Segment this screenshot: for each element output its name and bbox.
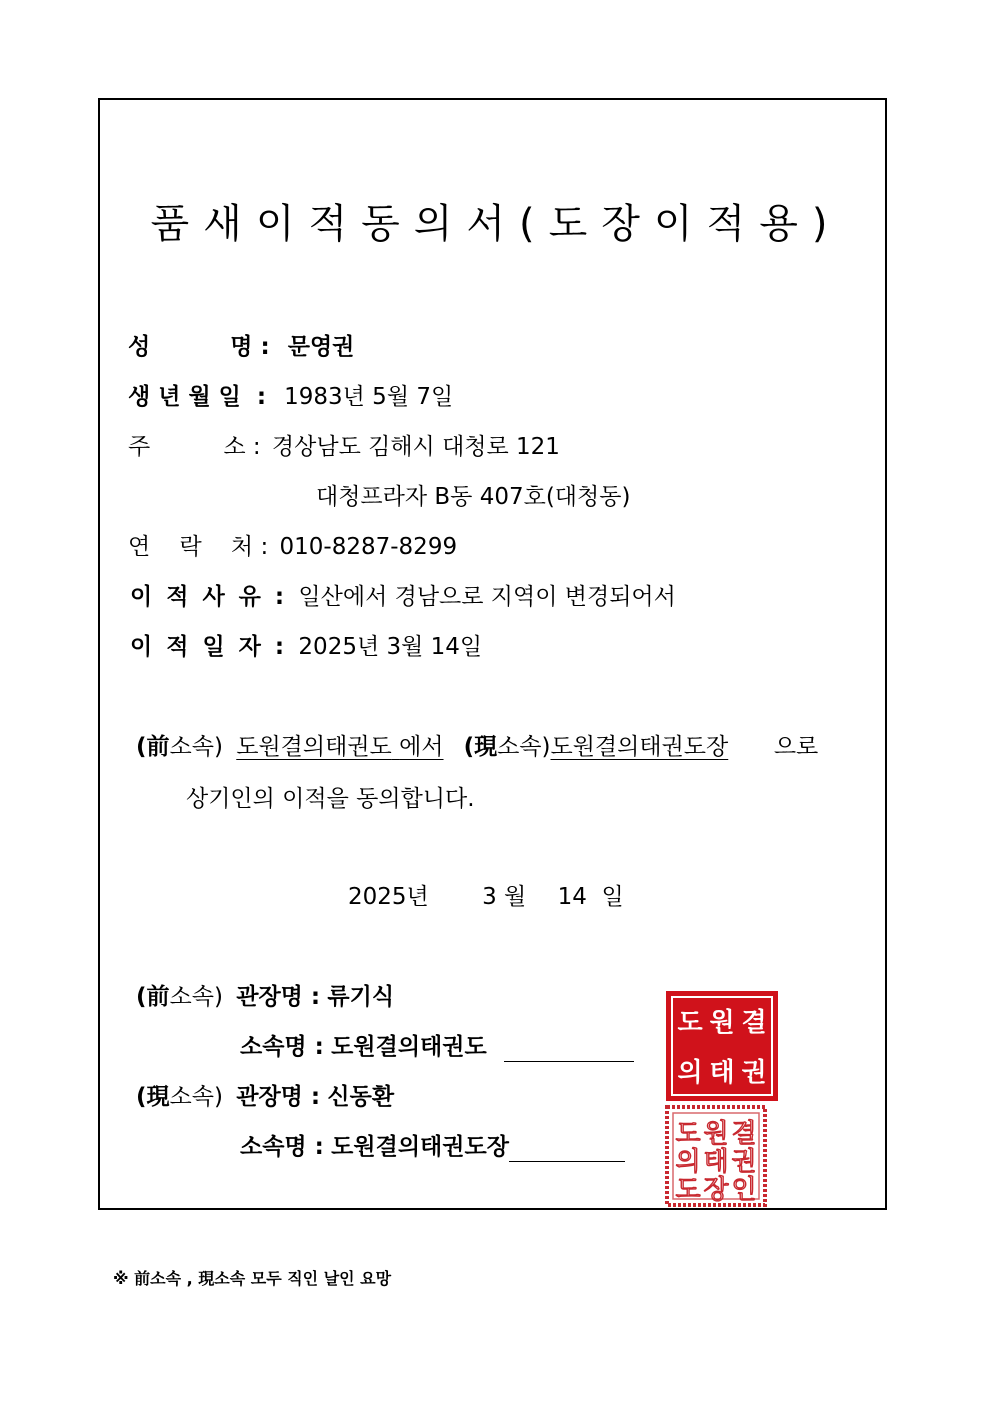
curr-director-name: 신동환 — [327, 1084, 395, 1110]
prev-org-row — [240, 1032, 634, 1062]
svg-text:결: 결 — [741, 1008, 767, 1038]
birth-label: 생 년 월 일 : — [128, 384, 267, 410]
prev-section-hanja: 前 — [146, 984, 170, 1010]
curr-tag: 소속) — [497, 734, 551, 760]
svg-text:권: 권 — [741, 1058, 767, 1088]
curr-org-name: 도원결의태권도장 — [331, 1134, 509, 1160]
prev-hanja: 前 — [146, 734, 170, 760]
consent-line: (前소속) 도원결의태권도 에서 (現소속)도원결의태권도장 으로 — [136, 734, 819, 760]
date-row — [130, 632, 482, 662]
svg-text:의: 의 — [677, 1058, 703, 1088]
prev-org-label: 소속명 : — [240, 1034, 324, 1060]
prev-director-row: (前소속) 관장명 : 류기식 — [136, 984, 395, 1010]
sign-date — [348, 882, 624, 912]
contact-value: 010-8287-8299 — [279, 534, 458, 560]
consent-line2: 상기인의 이적을 동의합니다. — [186, 786, 475, 812]
contact-row — [128, 532, 457, 562]
footnote: ※ 前소속 , 現소속 모두 직인 날인 요망 — [113, 1269, 392, 1288]
curr-org: 도원결의태권도장 — [550, 734, 729, 760]
birth-value: 1983년 5월 7일 — [284, 384, 454, 410]
name-value: 문영권 — [287, 334, 355, 360]
to-word: 으로 — [773, 734, 819, 760]
prev-org-name: 도원결의태권도 — [331, 1034, 487, 1060]
reason-value: 일산에서 경남으로 지역이 변경되어서 — [298, 584, 676, 610]
date-label: 이 적 일 자 : — [130, 634, 288, 660]
prev-section-tag: 소속) — [169, 984, 223, 1010]
address-line1: 경상남도 김해시 대청로 121 — [271, 434, 560, 460]
curr-org-row — [240, 1132, 625, 1162]
reason-label: 이 적 사 유 : — [130, 584, 288, 610]
sign-month: 3 월 — [482, 884, 527, 910]
curr-hanja: 現 — [474, 734, 498, 760]
svg-text:원: 원 — [703, 1119, 729, 1149]
svg-text:권: 권 — [731, 1147, 757, 1177]
svg-text:장: 장 — [703, 1175, 729, 1205]
prev-tag: 소속) — [169, 734, 223, 760]
name-label: 성 명 : — [128, 334, 270, 360]
sign-day: 14 일 — [557, 884, 624, 910]
svg-text:원: 원 — [709, 1008, 735, 1038]
svg-text:도: 도 — [677, 1008, 703, 1038]
svg-text:의: 의 — [675, 1147, 701, 1177]
sign-year: 2025년 — [348, 884, 429, 910]
prev-org: 도원결의태권도 에서 — [236, 734, 444, 760]
name-row — [128, 332, 354, 362]
curr-signature-line — [509, 1137, 625, 1162]
prev-signature-line — [504, 1037, 634, 1062]
prev-director-name: 류기식 — [327, 984, 395, 1010]
svg-text:도: 도 — [675, 1119, 701, 1149]
curr-seal-stamp — [664, 1104, 768, 1208]
svg-text:인: 인 — [731, 1175, 757, 1205]
svg-text:결: 결 — [731, 1119, 757, 1149]
prev-seal-stamp — [666, 991, 778, 1101]
date-value: 2025년 3월 14일 — [298, 634, 483, 660]
curr-section-tag: 소속) — [169, 1084, 223, 1110]
svg-text:태: 태 — [703, 1147, 729, 1177]
svg-text:도: 도 — [675, 1175, 701, 1205]
address-line2: 대청프라자 B동 407호(대청동) — [316, 484, 631, 510]
birth-row — [128, 382, 453, 412]
curr-director-label: 관장명 : — [236, 1084, 321, 1110]
curr-director-row: (現소속) 관장명 : 신동환 — [136, 1084, 395, 1110]
address-label: 주 소 : — [128, 434, 261, 460]
curr-section-hanja: 現 — [146, 1084, 170, 1110]
prev-director-label: 관장명 : — [236, 984, 321, 1010]
contact-label: 연 락 처 : — [128, 534, 269, 560]
curr-org-label: 소속명 : — [240, 1134, 324, 1160]
svg-text:태: 태 — [709, 1058, 735, 1088]
address-row — [128, 432, 560, 462]
reason-row — [130, 582, 676, 612]
document-title: 품새이적동의서(도장이적용) — [150, 201, 842, 247]
